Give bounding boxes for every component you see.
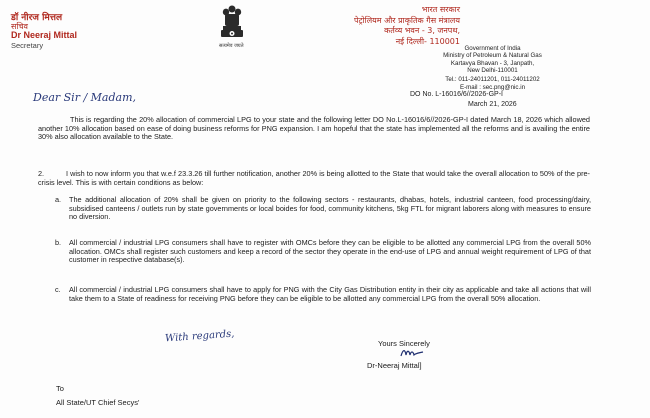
emblem-motto: सत्यमेव जयते <box>219 43 244 49</box>
sender-name: Dr Neeraj Mittal <box>11 30 78 40</box>
telephone: Tel.: 011-24011201, 011-24011202 <box>445 76 540 83</box>
paragraph-1 <box>38 116 590 142</box>
address-hindi-line: कर्तव्य भवन - 3, जनपथ, <box>384 26 460 35</box>
condition-label: a. <box>55 195 62 204</box>
sender-title: Secretary <box>11 41 44 50</box>
contact-block <box>410 76 575 91</box>
signer-name: Dr-Neeraj Mittal] <box>367 361 422 370</box>
reference-number: DO No. L-16016/6//2026-GP-I <box>410 91 503 98</box>
address-hindi-line: नई दिल्ली- 110001 <box>395 36 460 46</box>
condition-item <box>55 239 591 265</box>
to-label: To <box>56 384 64 393</box>
paragraph-2-text: I wish to now inform you that w.e.f 23.3.26 till further notification, another 20% is being allotted to the State that would take the overall allocation to 50% of the pre-crisis level. This is with certain conditions as below: <box>38 169 590 187</box>
address-line: New Delhi-110001 <box>467 66 518 74</box>
address-line: Kartavya Bhavan - 3, Janpath, <box>450 59 535 67</box>
condition-text: All commercial / industrial LPG consumers shall have to register with OMCs before they can be eligible to be allotted any commercial LPG from the overall 50% allocation. OMCs shall register such customers and keep a record of the sector they operate in the end-use of LPG and annual weight requirement of LPG of that customer in respective database(s). <box>69 238 591 265</box>
sender-name-hindi: डॉ नीरज मित्तल <box>11 13 63 23</box>
address-line: Ministry of Petroleum & Natural Gas <box>443 52 542 60</box>
yours-sincerely: Yours Sincerely <box>378 339 430 348</box>
salutation: Dear Sir / Madam, <box>33 91 137 104</box>
national-emblem-icon <box>218 4 246 42</box>
condition-text: All commercial / industrial LPG consumers shall have to apply for PNG with the City Gas Distribution entity in their city as applicable and take all actions that will take them to a State of readiness for receiving PNG before they can be eligible to be allotted any commercial LPG from the overall 50% allocation. <box>69 285 591 303</box>
address-line: Government of India <box>464 45 521 52</box>
recipient: All State/UT Chief Secys' <box>56 398 140 407</box>
sender-title-hindi: सचिव <box>11 22 29 31</box>
address-hindi-line: भारत सरकार <box>421 5 460 14</box>
condition-label: b. <box>55 238 62 247</box>
condition-text: The additional allocation of 20% shall be given on priority to the following sectors - restaurants, dhabas, hotels, industrial canteen, food processing/dairy, subsidised canteens / outlets run by state governments or local boides for food, community kitchens, 5kg FTL for migrant laborers along with measures to ensure no diversion. <box>69 195 591 222</box>
letter-date: March 21, 2026 <box>468 101 517 108</box>
condition-item <box>55 196 591 222</box>
closing-remark: With regards, <box>164 328 235 345</box>
signature-icon <box>400 347 424 359</box>
email: E-mail : sec.png@nic.in <box>459 83 526 91</box>
address-hindi <box>354 5 460 47</box>
address-hindi-line: पेट्रोलियम और प्राकृतिक गैस मंत्रालय <box>354 15 460 25</box>
address-english <box>410 45 575 74</box>
paragraph-2-number: 2. <box>38 169 45 178</box>
paragraph-1-text: This is regarding the 20% allocation of commercial LPG to your state and the following letter DO No.L-16016/6//2026-GP-I dated March 18, 2026 which allowed another 10% allocation based on ease of doing business reforms for PNG expansion. I am hopeful that the state has implemented all the reforms and is availing the entire 30% also allocation available to the State. <box>38 115 590 142</box>
condition-label: c. <box>55 285 61 294</box>
paragraph-2 <box>38 170 590 187</box>
condition-item <box>55 286 591 303</box>
